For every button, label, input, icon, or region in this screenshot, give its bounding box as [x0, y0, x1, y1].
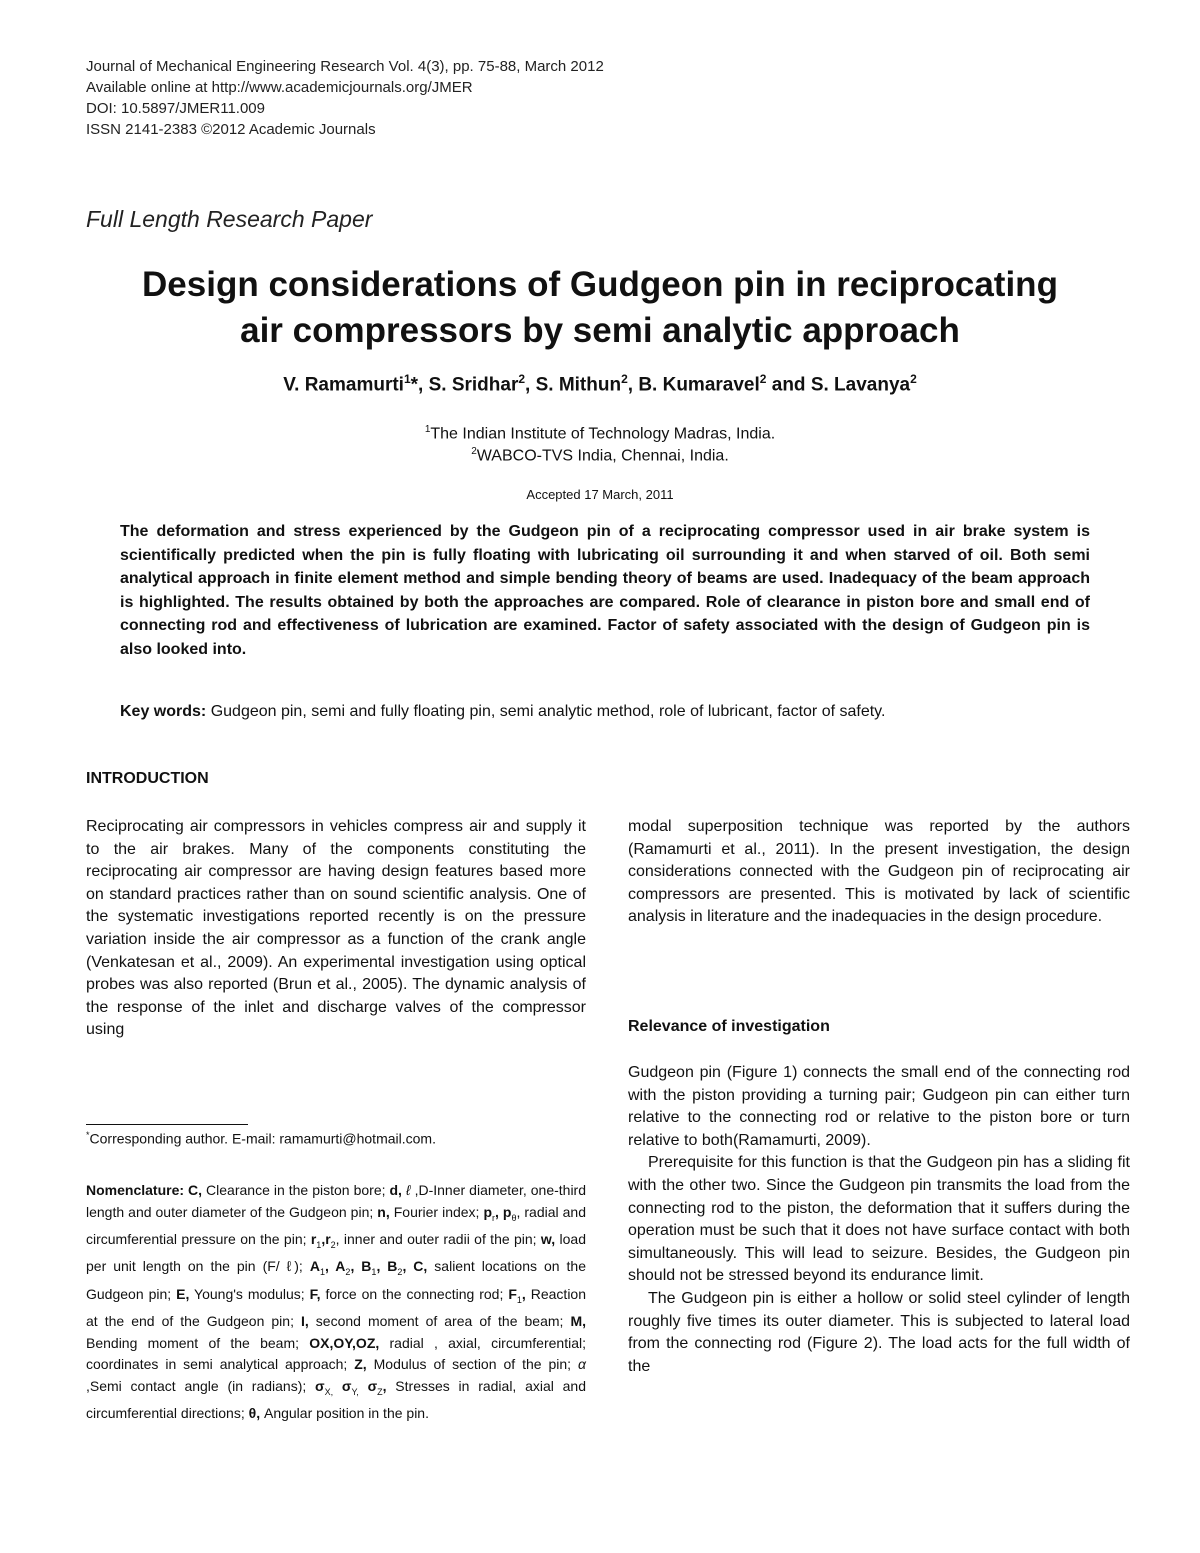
nomen-desc: Stresses in radial, axial and circumferential directions;	[86, 1377, 587, 1422]
relevance-paragraph-1: Gudgeon pin (Figure 1) connects the small end of the connecting rod with the piston providing a turning pair; Gudgeon pin can either turn relative to the connecting rod or relative to the piston bore or turn relative to both(Ramamurti, 2009).	[628, 1064, 1130, 1149]
author-name: S. Mithun	[535, 374, 622, 396]
author-sep: *,	[410, 374, 429, 396]
nomen-desc: Fourier index;	[389, 1203, 484, 1220]
nomen-symbol: A	[309, 1258, 320, 1275]
nomen-desc: Bending moment of the beam;	[86, 1334, 310, 1351]
affil-mark: 1	[424, 424, 431, 435]
nomen-desc: Young's modulus;	[189, 1285, 310, 1302]
nomen-subscript: 1	[516, 1294, 522, 1305]
nomen-symbol: r	[310, 1230, 317, 1247]
introduction-paragraph-continued	[628, 816, 1130, 929]
paper-title	[60, 262, 1140, 354]
nomen-symbol: F,	[309, 1285, 321, 1302]
author-name: B. Kumaravel	[638, 374, 760, 396]
affil-text: WABCO-TVS India, Chennai, India.	[476, 447, 729, 465]
nomen-desc: ,D-Inner diameter, one-third length and outer diameter of the Gudgeon pin;	[86, 1182, 587, 1220]
relevance-paragraph-3: The Gudgeon pin is either a hollow or solid steel cylinder of length roughly five times its outer diameter. This is subjected to lateral load from the connecting rod (Figure 2). The load acts for the full width of the	[628, 1289, 1130, 1375]
affiliation-2	[60, 446, 1140, 465]
affil-mark: 2	[471, 446, 477, 457]
nomen-subscript: 2	[397, 1267, 403, 1278]
nomen-symbol: C,	[188, 1182, 203, 1198]
nomen-symbol: I,	[301, 1313, 309, 1330]
nomen-desc: force on the connecting rod;	[320, 1285, 509, 1302]
author-name: S. Sridhar	[428, 374, 519, 396]
title-line-2: air compressors by semi analytic approach	[240, 311, 960, 350]
nomen-symbol: θ,	[248, 1405, 261, 1422]
journal-doi: DOI: 10.5897/JMER11.009	[86, 100, 265, 117]
journal-issn: ISSN 2141-2383 ©2012 Academic Journals	[86, 121, 376, 138]
nomen-desc: , radial and circumferential pressure on the pin;	[86, 1203, 586, 1247]
abstract: The deformation and stress experienced by the Gudgeon pin of a reciprocating compressor used in air brake system is scientifically predicted when the pin is fully floating with lubricating oil surrounding it and when starved of oil. Both semi analytical approach in finite element method and simple bending theory of beams are used. Inadequacy of the beam approach is highlighted. The results obtained by both the approaches are compared. Role of clearance in piston bore and small end of connecting rod and effectiveness of lubrication are examined. Factor of safety associated with the design of Gudgeon pin is also looked into.	[120, 523, 1090, 658]
nomen-desc: salient locations on the Gudgeon pin;	[86, 1258, 587, 1302]
accepted-date: Accepted 17 March, 2011	[526, 487, 674, 502]
nomen-symbol: ,	[382, 1377, 387, 1394]
keywords-text: Gudgeon pin, semi and fully floating pin, semi analytic method, role of lubricant, factor of safety.	[206, 703, 886, 720]
nomen-symbol: ℓ	[401, 1182, 415, 1198]
nomen-subscript: X,	[324, 1386, 334, 1397]
introduction-paragraph	[86, 816, 586, 1042]
keywords	[120, 703, 1110, 721]
author-name: S. Lavanya	[810, 374, 911, 396]
nomen-subscript: θ	[511, 1212, 517, 1223]
introduction-heading: INTRODUCTION	[86, 770, 209, 787]
author-affil-mark: 1	[403, 372, 411, 386]
affiliation-1	[60, 424, 1140, 443]
nomen-symbol: M,	[570, 1313, 587, 1330]
footnote-mark: *	[86, 1130, 90, 1140]
nomen-subscript: 1	[371, 1267, 377, 1278]
author-affil-mark: 2	[621, 372, 628, 386]
nomen-desc: Clearance in the piston bore;	[202, 1182, 390, 1198]
nomen-symbol: ,	[521, 1285, 526, 1302]
nomen-symbol: d,	[389, 1182, 402, 1198]
nomen-desc: second moment of area of the beam;	[308, 1313, 571, 1330]
journal-header	[86, 56, 604, 140]
journal-citation: Journal of Mechanical Engineering Research Vol. 4(3), pp. 75-88, March 2012	[86, 58, 604, 75]
nomen-symbol: ,r	[321, 1230, 331, 1247]
nomen-desc: Angular position in the pin.	[260, 1405, 429, 1422]
nomen-desc: radial , axial, circumferential; coordinates in semi analytical approach;	[86, 1334, 586, 1373]
nomen-symbol: , p	[495, 1203, 512, 1220]
nomen-symbol: , B	[376, 1258, 398, 1275]
affil-text: The Indian Institute of Technology Madras, India.	[430, 425, 776, 443]
corresponding-author-footnote	[86, 1130, 436, 1147]
nomen-desc: , inner and outer radii of the pin;	[335, 1230, 541, 1247]
nomen-symbol: σ	[315, 1377, 325, 1394]
nomenclature	[86, 1180, 586, 1425]
keywords-label: Key words:	[120, 703, 207, 720]
nomen-subscript: 1	[316, 1239, 322, 1250]
nomen-subscript: 1	[319, 1267, 325, 1278]
introduction-text-cont: modal superposition technique was reported by the authors (Ramamurti et al., 2011). In the present investigation, the design considerations connected with the Gudgeon pin of reciprocating air compressors are presented. This is motivated by lack of scientific analysis in literature and the inadequacies in the design procedure.	[628, 818, 1130, 926]
footnote-text: Corresponding author. E-mail: ramamurti@hotmail.com.	[89, 1130, 436, 1147]
title-line-1: Design considerations of Gudgeon pin in reciprocating	[142, 265, 1058, 304]
author-list	[60, 372, 1140, 396]
nomen-symbol: n,	[377, 1203, 390, 1220]
relevance-heading: Relevance of investigation	[628, 1018, 830, 1035]
nomen-symbol: E,	[176, 1285, 190, 1302]
nomen-symbol: , C,	[402, 1258, 428, 1275]
nomen-subscript: 2	[345, 1267, 351, 1278]
footnote-divider	[86, 1124, 248, 1125]
author-sep: and	[766, 374, 811, 396]
author-affil-mark: 2	[518, 372, 526, 386]
nomen-subscript: 2	[330, 1239, 336, 1250]
author-sep: ,	[525, 374, 536, 396]
nomen-symbol: , A	[324, 1258, 346, 1275]
nomen-symbol: α	[578, 1356, 586, 1373]
nomen-symbol: F	[508, 1285, 517, 1302]
relevance-paragraph-2: Prerequisite for this function is that the Gudgeon pin has a sliding fit with the other two. Since the Gudgeon pin transmits the load from the connecting rod to the piston, the deformation that it suffers during the operation must be such that it does not have surface contact with both simultaneously. This will lead to seizure. Besides, the Gudgeon pin should not be stressed beyond its endurance limit.	[628, 1154, 1130, 1285]
nomen-symbol: , B	[350, 1258, 372, 1275]
nomen-desc: Modulus of section of the pin;	[366, 1356, 579, 1373]
nomen-symbol: Z,	[354, 1356, 367, 1373]
paper-type: Full Length Research Paper	[86, 206, 373, 232]
nomen-desc: Reaction at the end of the Gudgeon pin;	[86, 1285, 586, 1330]
author-name: V. Ramamurti	[283, 374, 404, 396]
nomen-subscript: Y,	[351, 1386, 359, 1397]
relevance-body	[628, 1062, 1130, 1378]
nomenclature-text	[86, 1180, 586, 1425]
nomen-symbol: σ	[358, 1377, 378, 1394]
nomen-subscript: r	[492, 1212, 496, 1223]
nomen-symbol: σ	[333, 1377, 352, 1394]
nomen-symbol: w,	[540, 1230, 556, 1247]
nomenclature-label: Nomenclature:	[86, 1182, 185, 1198]
nomen-desc: load per unit length on the pin (F/ ℓ);	[86, 1230, 586, 1275]
author-affil-mark: 2	[759, 372, 767, 386]
author-sep: ,	[627, 374, 639, 396]
nomen-subscript: Z	[377, 1386, 383, 1397]
journal-url: Available online at http://www.academicjournals.org/JMER	[86, 79, 473, 96]
nomen-symbol: OX,OY,OZ,	[309, 1334, 380, 1351]
author-affil-mark: 2	[910, 372, 917, 386]
nomen-desc: ,Semi contact angle (in radians);	[86, 1377, 316, 1394]
introduction-text: Reciprocating air compressors in vehicles compress air and supply it to the air brakes. Many of the components constituting the reciprocating air compressor are having design features based more on standard practices rather than on sound scientific analysis. One of the systematic investigations reported recently is on the pressure variation inside the air compressor as a function of the crank angle (Venkatesan et al., 2009). An experimental investigation using optical probes was also reported (Brun et al., 2005). The dynamic analysis of the response of the inlet and discharge valves of the compressor using	[86, 818, 586, 1039]
nomen-symbol: p	[483, 1203, 493, 1220]
